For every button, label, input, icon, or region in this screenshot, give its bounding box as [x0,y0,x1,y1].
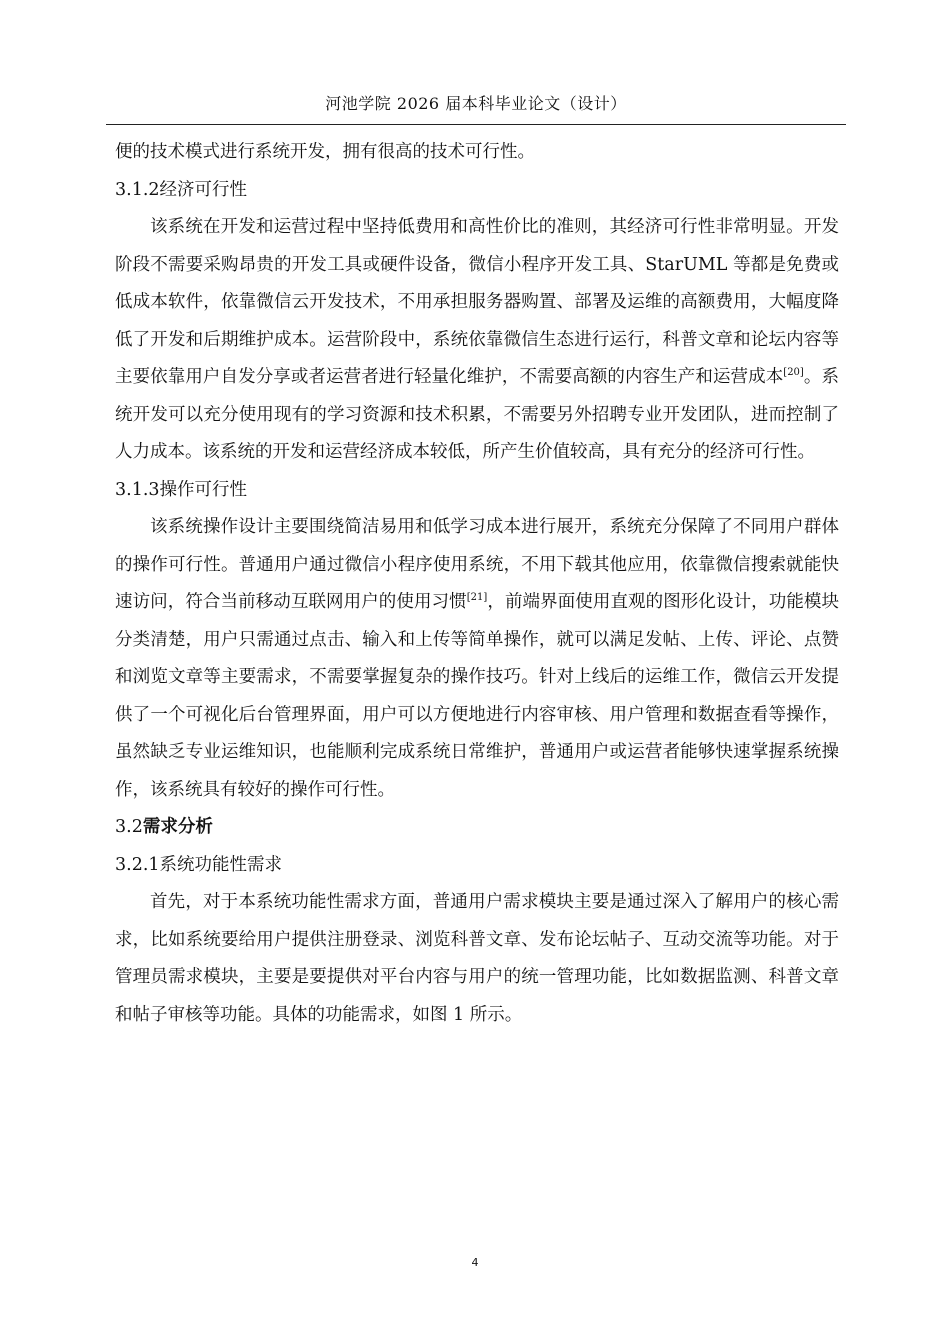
paragraph-text: 。系统开发可以充分使用现有的学习资源和技术积累，不需要另外招聘专业开发团队，进而控制了人力成本。该系统的开发和运营经济成本较低，所产生价值较高，具有充分的经济可行性。 [115,367,840,462]
section-heading-3-2-1 [115,847,839,885]
header-divider [106,124,846,125]
section-number: 3.1.2 [115,179,160,200]
paragraph-text: 该系统操作设计主要围绕简洁易用和低学习成本进行展开，系统充分保障了不同用户群体的操作可行性。普通用户通过微信小程序使用系统，不用下载其他应用，依靠微信搜索就能快速访问，符合当前移动互联网用户的使用习惯 [115,517,839,612]
section-title: 需求分析 [142,817,213,837]
section-title: 操作可行性 [159,479,248,500]
document-body [115,134,839,1034]
paragraph-text: ，前端界面使用直观的图形化设计，功能模块分类清楚，用户只需通过点击、输入和上传等简单操作，就可以满足发帖、上传、评论、点赞和浏览文章等主要需求，不需要掌握复杂的操作技巧。针对上线后的运维工作，微信云开发提供了一个可视化后台管理界面，用户可以方便地进行内容审核、用户管理和数据查看等操作，虽然缺乏专业运维知识，也能顺利完成系统日常维护，普通用户或运营者能够快速掌握系统操作，该系统具有较好的操作可行性。 [115,592,839,800]
paragraph-operation-feasibility [115,509,839,809]
section-heading-3-1-3 [115,472,839,510]
section-title: 系统功能性需求 [159,854,283,875]
section-heading-3-1-2 [115,172,839,210]
section-number: 3.1.3 [115,479,160,500]
section-heading-3-2 [115,809,839,847]
paragraph-economic-feasibility [115,209,839,472]
citation-ref: [20] [783,367,804,378]
section-number: 3.2.1 [115,854,160,875]
citation-ref: [21] [466,592,488,603]
paragraph-continuation: 便的技术模式进行系统开发，拥有很高的技术可行性。 [115,142,535,162]
section-title: 经济可行性 [159,179,248,200]
paragraph-functional-requirements: 首先，对于本系统功能性需求方面，普通用户需求模块主要是通过深入了解用户的核心需求，比如系统要给用户提供注册登录、浏览科普文章、发布论坛帖子、互动交流等功能。对于管理员需求模块，主要是要提供对平台内容与用户的统一管理功能，比如数据监测、科普文章和帖子审核等功能。具体的功能需求，如图 1 所示。 [115,892,839,1025]
paragraph-text: 该系统在开发和运营过程中坚持低费用和高性价比的准则，其经济可行性非常明显。开发阶段不需要采购昂贵的开发工具或硬件设备，微信小程序开发工具、StarUML 等都是免费或低成本软件，依靠微信云开发技术，不用承担服务器购置、部署及运维的高额费用，大幅度降低了开发和后期维护成本。运营阶段中，系统依靠微信生态进行运行，科普文章和论坛内容等主要依靠用户自发分享或者运营者进行轻量化维护，不需要高额的内容生产和运营成本 [115,217,839,387]
section-number: 3.2 [115,817,143,837]
page-number: 4 [471,1256,479,1269]
page-header [106,92,846,116]
header-title: 河池学院 2026 届本科毕业论文（设计） [325,94,627,113]
